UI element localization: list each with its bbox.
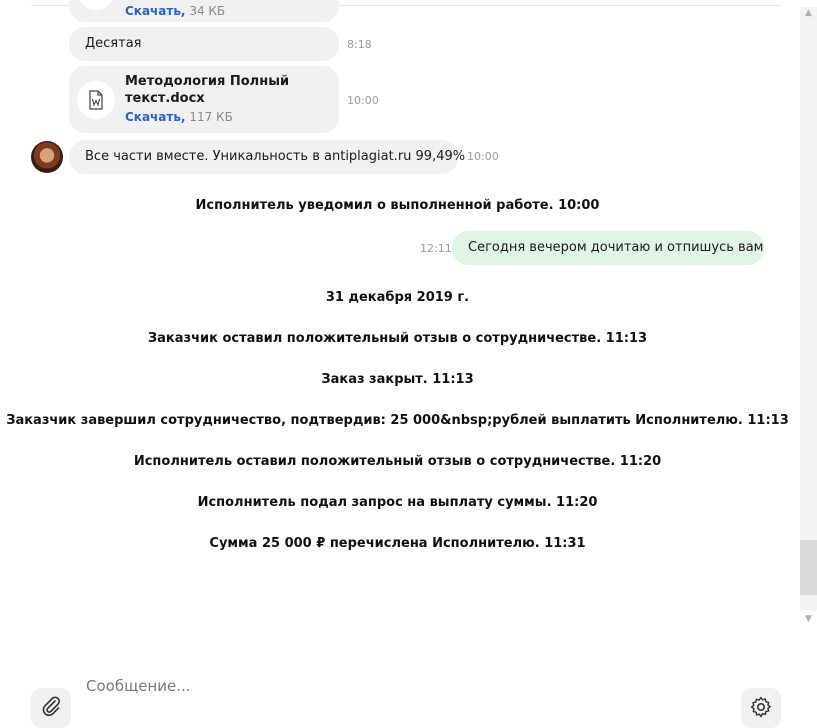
system-notice-work-done: Исполнитель уведомил о выполненной работе. 10:00 — [195, 198, 600, 213]
file-meta-partial — [125, 4, 225, 18]
message-text: Все части вместе. Уникальность в antiplagiat.ru 99,49% — [85, 149, 466, 164]
settings-button[interactable] — [741, 688, 781, 728]
message-all-parts — [69, 140, 466, 174]
system-notice-payout-request: Исполнитель подал запрос на выплату суммы. 11:20 — [197, 495, 598, 510]
file-name: Методология Полный текст.docx — [125, 74, 290, 106]
message-time: 10:00 — [467, 150, 499, 163]
system-notice-executor-review: Исполнитель оставил положительный отзыв о сотрудничестве. 11:20 — [133, 454, 662, 469]
message-outgoing — [452, 231, 764, 265]
download-link-partial[interactable]: Скачать, — [125, 4, 186, 18]
scrollbar-track[interactable] — [800, 7, 817, 610]
system-notice-client-completed: Заказчик завершил сотрудничество, подтвердив: 25 000&nbsp;рублей выплатить Исполнителю. 11:13 — [6, 413, 789, 428]
message-text: Сегодня вечером дочитаю и отпишусь вам — [468, 240, 764, 255]
message-time: 12:11 — [420, 242, 452, 255]
gear-icon — [749, 695, 773, 719]
scroll-up-arrow[interactable]: ▲ — [805, 8, 812, 18]
message-time: 8:18 — [347, 38, 372, 51]
scroll-down-arrow[interactable]: ▼ — [805, 614, 812, 624]
system-notice-order-closed: Заказ закрыт. 11:13 — [321, 372, 474, 387]
system-notice-client-review: Заказчик оставил положительный отзыв о сотрудничестве. 11:13 — [147, 331, 648, 346]
attach-button[interactable] — [31, 688, 71, 728]
message-file — [69, 66, 339, 133]
file-size-partial: 34 КБ — [189, 4, 226, 18]
message-tenth — [69, 27, 339, 61]
message-time: 10:00 — [347, 94, 379, 107]
message-file-partial — [69, 0, 339, 22]
date-separator: 31 декабря 2019 г. — [325, 290, 470, 305]
message-text: Десятая — [85, 36, 142, 51]
message-input[interactable] — [86, 673, 726, 699]
file-icon-wrap[interactable] — [77, 81, 115, 119]
paperclip-icon — [40, 695, 62, 717]
file-meta — [125, 110, 233, 124]
file-icon-partial — [77, 0, 115, 10]
avatar[interactable] — [31, 141, 63, 173]
system-notice-transferred: Сумма 25 000 ₽ перечислена Исполнителю. 11:31 — [209, 536, 586, 551]
word-document-icon — [88, 90, 104, 110]
download-link[interactable]: Скачать, — [125, 110, 186, 124]
file-size: 117 КБ — [189, 110, 233, 124]
scrollbar-thumb[interactable] — [800, 540, 817, 595]
